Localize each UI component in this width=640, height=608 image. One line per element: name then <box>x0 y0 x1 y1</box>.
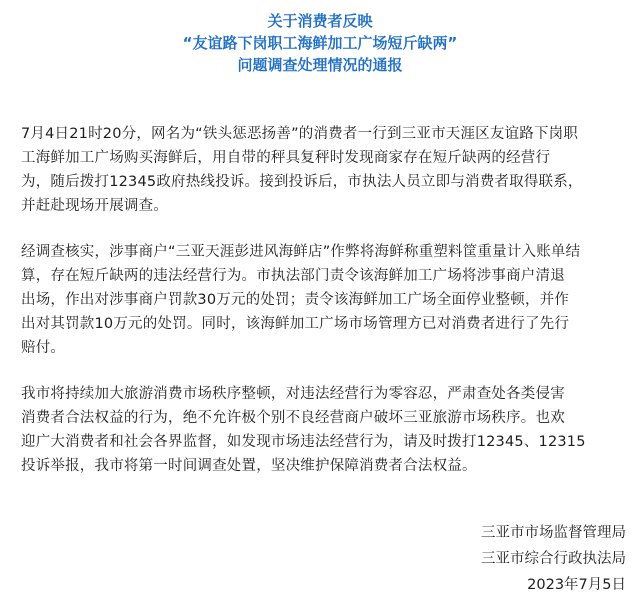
issue-date: 2023年7月5日 <box>527 577 626 593</box>
text-line: 工海鲜加工广场购买海鲜后，用自带的秤具复秤时发现商家存在短斤缺两的经营行 <box>21 150 551 166</box>
text-line: 并赶赴现场开展调查。 <box>21 198 168 214</box>
text-line: 出场，作出对涉事商户罚款30万元的处罚；责令该海鲜加工广场全面停业整顿，并作 <box>21 292 570 308</box>
text-line: 为，随后拨打12345政府热线投诉。接到投诉后，市执法人员立即与消费者取得联系， <box>21 174 583 190</box>
notice-title <box>0 10 640 76</box>
text-line: 出对其罚款10万元的处罚。同时，该海鲜加工广场市场管理方已对消费者进行了先行 <box>21 316 570 332</box>
issuer-market-regulation: 三亚市市场监督管理局 <box>481 525 626 541</box>
signature-block <box>481 520 626 598</box>
text-line: 投诉举报，我市将第一时间调查处置，坚决维护保障消费者合法权益。 <box>21 458 477 474</box>
text-line: 赔付。 <box>21 340 66 356</box>
paragraph-commitment <box>21 382 623 478</box>
text-line: 7月4日21时20分，网名为“铁头惩恶扬善”的消费者一行到三亚市天涯区友谊路下岗职 <box>21 126 579 142</box>
text-line: 算，存在短斤缺两的违法经营行为。市执法部门责令该海鲜加工广场将涉事商户清退 <box>21 268 565 284</box>
title-line: 关于消费者反映 <box>267 12 373 30</box>
text-line: 消费者合法权益的行为，绝不允许极个别不良经营商户破坏三亚旅游市场秩序。也欢 <box>21 410 565 426</box>
text-line: 经调查核实，涉事商户“三亚天涯彭进风海鲜店”作弊将海鲜称重塑料筐重量计入账单结 <box>21 244 581 260</box>
paragraph-incident <box>21 122 623 218</box>
paragraph-investigation <box>21 240 623 360</box>
text-line: 我市将持续加大旅游消费市场秩序整顿，对违法经营行为零容忍，严肃查处各类侵害 <box>21 386 565 402</box>
text-line: 迎广大消费者和社会各界监督，如发现市场违法经营行为，请及时拨打12345、12315 <box>21 434 586 450</box>
title-line: “友谊路下岗职工海鲜加工广场短斤缺两” <box>182 34 458 52</box>
title-line: 问题调查处理情况的通报 <box>237 56 403 74</box>
issuer-law-enforcement: 三亚市综合行政执法局 <box>481 551 626 567</box>
